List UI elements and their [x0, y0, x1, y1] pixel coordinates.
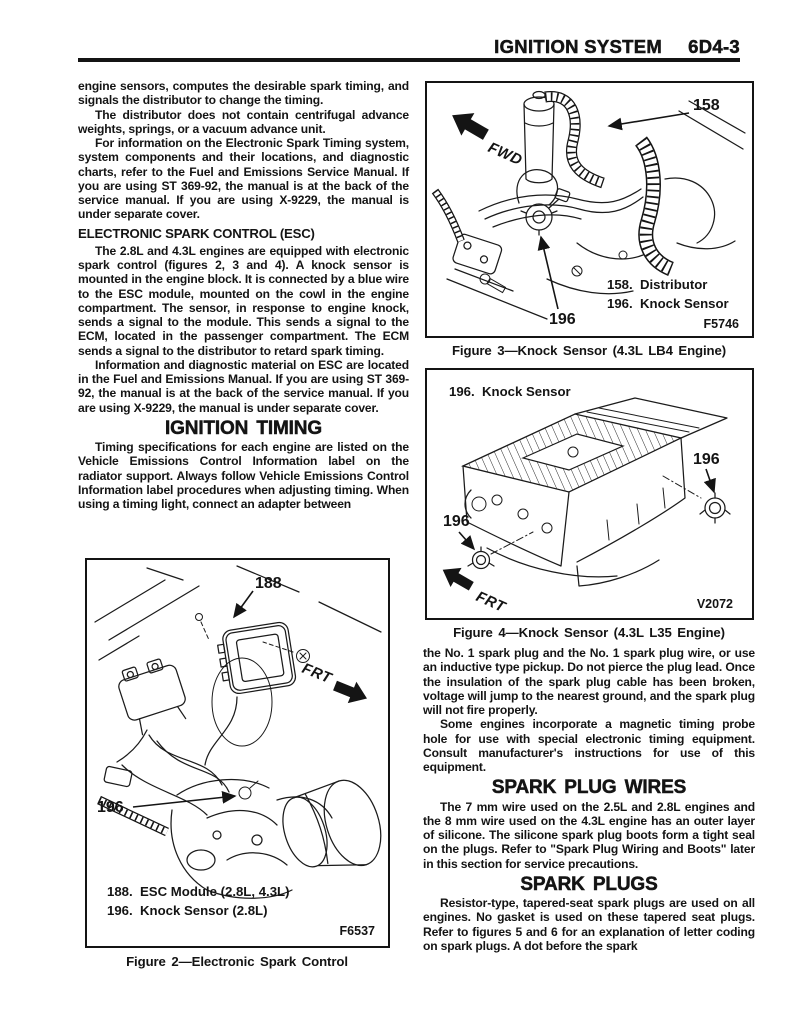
- callout-196: 196: [549, 311, 576, 328]
- paragraph: the No. 1 spark plug and the No. 1 spark plug wire, or use an inductive type pickup. Do not pierce the plug lead. Once the insulation of the spark plug cable has been broken, voltage will jump to the nearest ground, and the spark plug will not fire properly.: [423, 646, 755, 717]
- figure-4-code: V2072: [696, 597, 733, 611]
- corrugated-tube: [641, 141, 671, 269]
- paragraph: Resistor-type, tapered-seat spark plugs are used on all engines. No gasket is used on these tapered seat plugs. Refer to figures 5 and 6 for an explanation of letter coding on spark plugs. A dot before the spark: [423, 896, 755, 953]
- cylinder-drawing: [274, 773, 388, 886]
- figure-4-drawing: [427, 370, 752, 618]
- paragraph: Timing specifications for each engine are listed on the Vehicle Emissions Control Information label on the radiator support. Always follow Vehicle Emissions Control Information label procedures when adjusting timing. When using a timing light, connect an adapter between: [78, 440, 409, 511]
- frt-arrow-icon: [437, 560, 509, 616]
- callout-188: 188: [255, 575, 282, 592]
- callout-arrow: [609, 113, 689, 126]
- right-column: [423, 646, 755, 953]
- figure-4-legend: 196. Knock Sensor: [449, 384, 571, 399]
- figure-3-drawing: [427, 83, 752, 336]
- figure-2-box: [85, 558, 390, 948]
- callout-158: 158: [693, 97, 720, 114]
- fwd-arrow-icon: [446, 104, 525, 169]
- callout-196-left: 196: [443, 513, 470, 530]
- esc-module-drawing: [216, 621, 297, 695]
- paragraph: The distributor does not contain centrifugal advance weights, springs, or a vacuum advance unit.: [78, 107, 409, 136]
- callout-arrow: [541, 237, 558, 309]
- figure-2-code: F6537: [339, 924, 375, 938]
- paragraph: For information on the Electronic Spark Timing system, system components and their locations, and diagnostic charts, refer to the Fuel and Emissions Service Manual. If you are using ST 369-92, the manual is at the back of the service manual. If you are using X-9229, the manual is under separate cover.: [78, 136, 409, 222]
- callout-arrow: [133, 796, 235, 807]
- callout-196: 196: [97, 799, 124, 816]
- braided-strap: [435, 191, 461, 241]
- page-header: [494, 36, 740, 58]
- callout-arrow: [234, 591, 253, 617]
- figure-2-caption: Figure 2—Electronic Spark Control: [126, 954, 348, 969]
- paragraph: Information and diagnostic material on ESC are located in the Fuel and Emissions Manual. If you are using ST 369-92, the manual is at the back of the service manual. If you are using X-9229, the manual is under separate cover.: [78, 357, 409, 415]
- mounting-oval: [212, 658, 272, 746]
- page-number: 6D4-3: [688, 36, 740, 57]
- coil-drawing: [114, 655, 192, 737]
- header-rule: [78, 58, 740, 62]
- frt-label: FRT: [473, 588, 509, 617]
- figure-2-drawing: [87, 560, 388, 946]
- figure-4-caption: Figure 4—Knock Sensor (4.3L L35 Engine): [453, 625, 725, 640]
- section-heading-ignition-timing: IGNITION TIMING: [165, 417, 322, 439]
- frt-label: FRT: [299, 659, 335, 688]
- leader-line: [663, 476, 701, 498]
- fwd-label: FWD: [485, 139, 525, 170]
- left-column: [78, 79, 409, 511]
- paragraph: Some engines incorporate a magnetic timing probe hole for use with special electronic timing equipment. Consult manufacturer's instructions for use of this equipment.: [423, 717, 755, 774]
- section-heading-spark-plugs: SPARK PLUGS: [520, 873, 658, 895]
- figure-3-box: [425, 81, 754, 338]
- callout-196-right: 196: [693, 451, 720, 468]
- figure-2-legend-2: 196. Knock Sensor (2.8L): [107, 903, 268, 918]
- knock-sensor-drawing: [700, 493, 730, 523]
- page-header-title: IGNITION SYSTEM: [494, 36, 663, 57]
- figure-4-box: [425, 368, 754, 620]
- figure-2-legend-1: 188. ESC Module (2.8L, 4.3L): [107, 884, 290, 899]
- wiring-harness: [479, 170, 643, 227]
- callout-arrow: [706, 469, 714, 492]
- frt-arrow-icon: [300, 660, 372, 709]
- figure-3-legend-1: 158. Distributor: [607, 277, 708, 292]
- engine-block-drawing: [171, 780, 332, 899]
- figure-3-caption: Figure 3—Knock Sensor (4.3L LB4 Engine): [451, 343, 727, 358]
- figure-3-code: F5746: [703, 317, 739, 331]
- paragraph: The 2.8L and 4.3L engines are equipped with electronic spark control (figures 2, 3 and 4). A knock sensor is mounted in the engine block. It is connected by a blue wire to the ESC module, mounted on the cowl in the engine compartment. The sensor, in response to engine knock, sends a signal to the module. This sends a signal to the ECM, located in the passenger compartment. The ECM sends a signal to the distributor to retard spark timing.: [78, 243, 409, 358]
- cowl-line-art: [95, 566, 381, 660]
- knock-sensor-drawing: [239, 781, 258, 799]
- engine-block-drawing: [463, 398, 727, 586]
- section-heading-esc: ELECTRONIC SPARK CONTROL (ESC): [78, 225, 315, 241]
- paragraph: The 7 mm wire used on the 2.5L and 2.8L engines and the 8 mm wire used on the 4.3L engine has an outer layer of silicone. The silicone spark plug boots form a tight seal on the plugs. Refer to "Spark Plug Wiring and Boots" later in this section for service precautions.: [423, 799, 755, 871]
- connector-drawing: [104, 766, 133, 787]
- section-heading-spark-plug-wires: SPARK PLUG WIRES: [491, 777, 687, 799]
- callout-arrow: [459, 532, 474, 549]
- figure-3-legend-2: 196. Knock Sensor: [607, 296, 729, 311]
- paragraph: engine sensors, computes the desirable spark timing, and signals the distributor to change the timing.: [78, 79, 409, 108]
